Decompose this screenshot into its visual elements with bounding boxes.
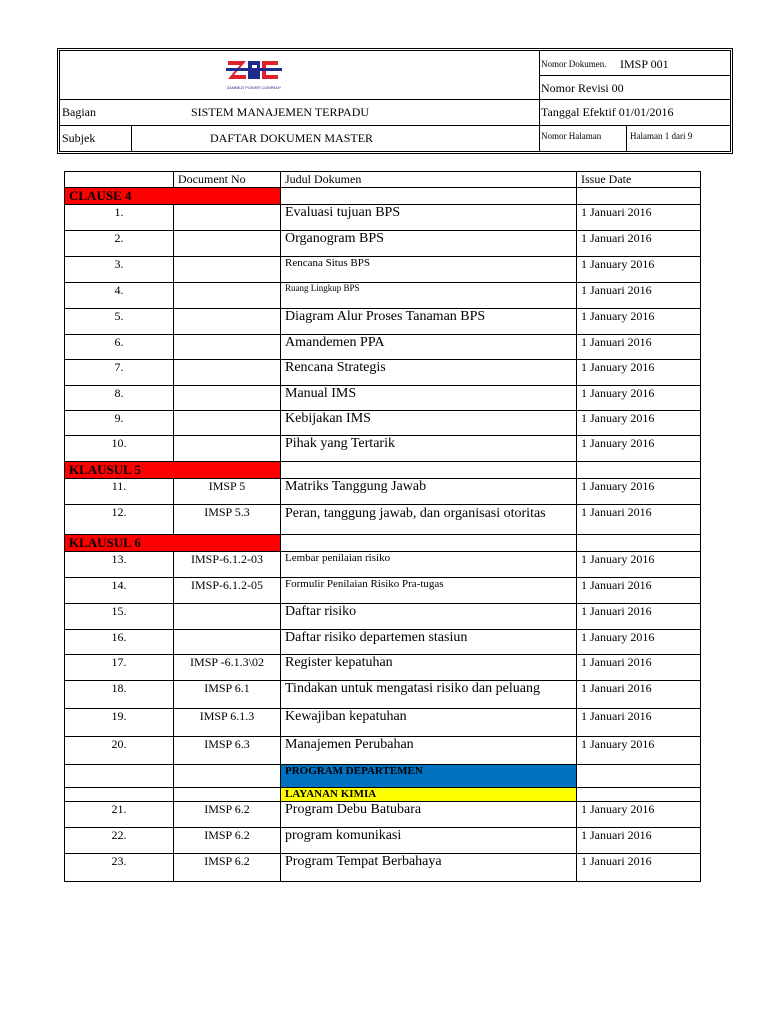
empty-cell (577, 188, 701, 205)
row-title: Kewajiban kepatuhan (281, 709, 577, 737)
row-issue-date: 1 January 2016 (577, 552, 701, 578)
row-document-no: IMSP 6.3 (174, 737, 281, 765)
row-document-no: IMSP-6.1.2-03 (174, 552, 281, 578)
table-row (65, 479, 701, 505)
row-issue-date: 1 Januari 2016 (577, 505, 701, 535)
row-issue-date: 1 Januari 2016 (577, 828, 701, 854)
row-number: 4. (65, 283, 174, 309)
section-label-c4: CLAUSE 4 (65, 188, 281, 205)
row-number: 10. (65, 436, 174, 462)
row-number: 9. (65, 411, 174, 436)
row-document-no (174, 309, 281, 335)
row-issue-date: 1 Januari 2016 (577, 578, 701, 604)
row-title: Daftar risiko departemen stasiun (281, 630, 577, 655)
table-row (65, 737, 701, 765)
row-document-no: IMSP 5 (174, 479, 281, 505)
row-title: Lembar penilaian risiko (281, 552, 577, 578)
row-issue-date: 1 January 2016 (577, 630, 701, 655)
row-title: Pihak yang Tertarik (281, 436, 577, 462)
bagian-value: SISTEM MANAJEMEN TERPADU (191, 105, 370, 119)
row-number: 14. (65, 578, 174, 604)
row-issue-date: 1 Januari 2016 (577, 854, 701, 882)
table-row (65, 854, 701, 882)
halaman-value: Halaman 1 dari 9 (630, 131, 693, 141)
section-row-k6 (65, 535, 701, 552)
row-number: 6. (65, 335, 174, 360)
row-number: 5. (65, 309, 174, 335)
row-document-no (174, 205, 281, 231)
row-document-no (174, 630, 281, 655)
section-row-layanan (65, 788, 701, 802)
section-row-c4 (65, 188, 701, 205)
row-document-no (174, 604, 281, 630)
row-number: 7. (65, 360, 174, 386)
nomor-revisi: Nomor Revisi 00 (541, 81, 624, 95)
row-document-no (174, 360, 281, 386)
company-logo (224, 57, 284, 97)
row-number: 21. (65, 802, 174, 828)
row-title: Program Tempat Berbahaya (281, 854, 577, 882)
table-row (65, 709, 701, 737)
row-issue-date: 1 January 2016 (577, 257, 701, 283)
table-row (65, 552, 701, 578)
row-issue-date: 1 January 2016 (577, 436, 701, 462)
row-issue-date: 1 Januari 2016 (577, 231, 701, 257)
row-number: 12. (65, 505, 174, 535)
row-document-no: IMSP -6.1.3\02 (174, 655, 281, 681)
row-title: Diagram Alur Proses Tanaman BPS (281, 309, 577, 335)
section-label-k5: KLAUSUL 5 (65, 462, 281, 479)
row-issue-date: 1 January 2016 (577, 309, 701, 335)
row-number: 1. (65, 205, 174, 231)
table-header-row (65, 172, 701, 188)
row-issue-date: 1 Januari 2016 (577, 205, 701, 231)
empty-cell (174, 788, 281, 802)
row-document-no (174, 386, 281, 411)
row-document-no (174, 335, 281, 360)
table-row (65, 386, 701, 411)
document-header (57, 48, 733, 154)
table-row (65, 283, 701, 309)
row-title: Manual IMS (281, 386, 577, 411)
row-issue-date: 1 Januari 2016 (577, 709, 701, 737)
row-title: Manajemen Perubahan (281, 737, 577, 765)
row-title: Kebijakan IMS (281, 411, 577, 436)
row-number: 2. (65, 231, 174, 257)
empty-cell (174, 765, 281, 788)
row-issue-date: 1 Januari 2016 (577, 283, 701, 309)
row-document-no: IMSP 6.2 (174, 828, 281, 854)
row-number: 18. (65, 681, 174, 709)
row-number: 19. (65, 709, 174, 737)
empty-cell (577, 788, 701, 802)
row-number: 16. (65, 630, 174, 655)
table-row (65, 309, 701, 335)
row-issue-date: 1 January 2016 (577, 802, 701, 828)
table-row (65, 257, 701, 283)
header-cell-docno: Document No (174, 172, 281, 188)
row-number: 8. (65, 386, 174, 411)
table-row (65, 505, 701, 535)
header-cell-number (65, 172, 174, 188)
row-document-no: IMSP-6.1.2-05 (174, 578, 281, 604)
row-title: Matriks Tanggung Jawab (281, 479, 577, 505)
empty-cell (577, 535, 701, 552)
row-number: 20. (65, 737, 174, 765)
row-title: Register kepatuhan (281, 655, 577, 681)
row-title: Peran, tanggung jawab, dan organisasi otoritas (281, 505, 577, 535)
table-row (65, 411, 701, 436)
bagian-label: Bagian (62, 105, 96, 119)
row-issue-date: 1 January 2016 (577, 360, 701, 386)
row-title: Ruang Lingkup BPS (281, 283, 577, 309)
row-issue-date: 1 Januari 2016 (577, 655, 701, 681)
row-title: Daftar risiko (281, 604, 577, 630)
row-title: Amandemen PPA (281, 335, 577, 360)
row-document-no (174, 283, 281, 309)
nomor-dokumen-value: IMSP 001 (620, 57, 669, 71)
row-issue-date: 1 January 2016 (577, 737, 701, 765)
row-document-no (174, 231, 281, 257)
row-document-no: IMSP 6.1.3 (174, 709, 281, 737)
row-title: Evaluasi tujuan BPS (281, 205, 577, 231)
table-row (65, 630, 701, 655)
row-number: 13. (65, 552, 174, 578)
row-title: Rencana Situs BPS (281, 257, 577, 283)
row-title: Tindakan untuk mengatasi risiko dan peluang (281, 681, 577, 709)
empty-cell (281, 535, 577, 552)
section-row-k5 (65, 462, 701, 479)
row-document-no: IMSP 6.2 (174, 854, 281, 882)
row-number: 15. (65, 604, 174, 630)
row-title: Formulir Penilaian Risiko Pra-tugas (281, 578, 577, 604)
table-row (65, 802, 701, 828)
row-document-no: IMSP 6.1 (174, 681, 281, 709)
row-title: program komunikasi (281, 828, 577, 854)
table-row (65, 436, 701, 462)
empty-cell (65, 765, 174, 788)
row-issue-date: 1 January 2016 (577, 386, 701, 411)
row-issue-date: 1 January 2016 (577, 411, 701, 436)
row-document-no (174, 257, 281, 283)
row-document-no: IMSP 6.2 (174, 802, 281, 828)
section-label-layanan: LAYANAN KIMIA (281, 788, 577, 802)
row-number: 3. (65, 257, 174, 283)
header-cell-date: Issue Date (577, 172, 701, 188)
empty-cell (577, 462, 701, 479)
table-row (65, 231, 701, 257)
section-label-program: PROGRAM DEPARTEMEN (281, 765, 577, 788)
table-row (65, 604, 701, 630)
table-row (65, 205, 701, 231)
tanggal-efektif: Tanggal Efektif 01/01/2016 (541, 105, 674, 119)
document-list-table (64, 171, 701, 882)
row-issue-date: 1 Januari 2016 (577, 335, 701, 360)
table-row (65, 681, 701, 709)
row-title: Organogram BPS (281, 231, 577, 257)
nomor-halaman-label: Nomor Halaman (541, 131, 602, 141)
table-row (65, 655, 701, 681)
header-cell-title: Judul Dokumen (281, 172, 577, 188)
row-document-no (174, 436, 281, 462)
row-title: Rencana Strategis (281, 360, 577, 386)
section-label-k6: KLAUSUL 6 (65, 535, 281, 552)
row-document-no (174, 411, 281, 436)
row-issue-date: 1 Januari 2016 (577, 681, 701, 709)
empty-cell (281, 188, 577, 205)
nomor-dokumen-label: Nomor Dokumen. (541, 59, 607, 69)
table-row (65, 578, 701, 604)
row-issue-date: 1 January 2016 (577, 479, 701, 505)
empty-cell (281, 462, 577, 479)
empty-cell (577, 765, 701, 788)
svg-text:ZAMBEZI POWER COMPANY: ZAMBEZI POWER COMPANY (226, 85, 282, 90)
subjek-label: Subjek (62, 131, 96, 145)
table-row (65, 360, 701, 386)
subjek-value: DAFTAR DOKUMEN MASTER (210, 131, 374, 145)
row-title: Program Debu Batubara (281, 802, 577, 828)
row-number: 22. (65, 828, 174, 854)
row-number: 17. (65, 655, 174, 681)
section-row-program (65, 765, 701, 788)
row-document-no: IMSP 5.3 (174, 505, 281, 535)
row-issue-date: 1 Januari 2016 (577, 604, 701, 630)
table-row (65, 828, 701, 854)
row-number: 11. (65, 479, 174, 505)
row-number: 23. (65, 854, 174, 882)
table-row (65, 335, 701, 360)
empty-cell (65, 788, 174, 802)
